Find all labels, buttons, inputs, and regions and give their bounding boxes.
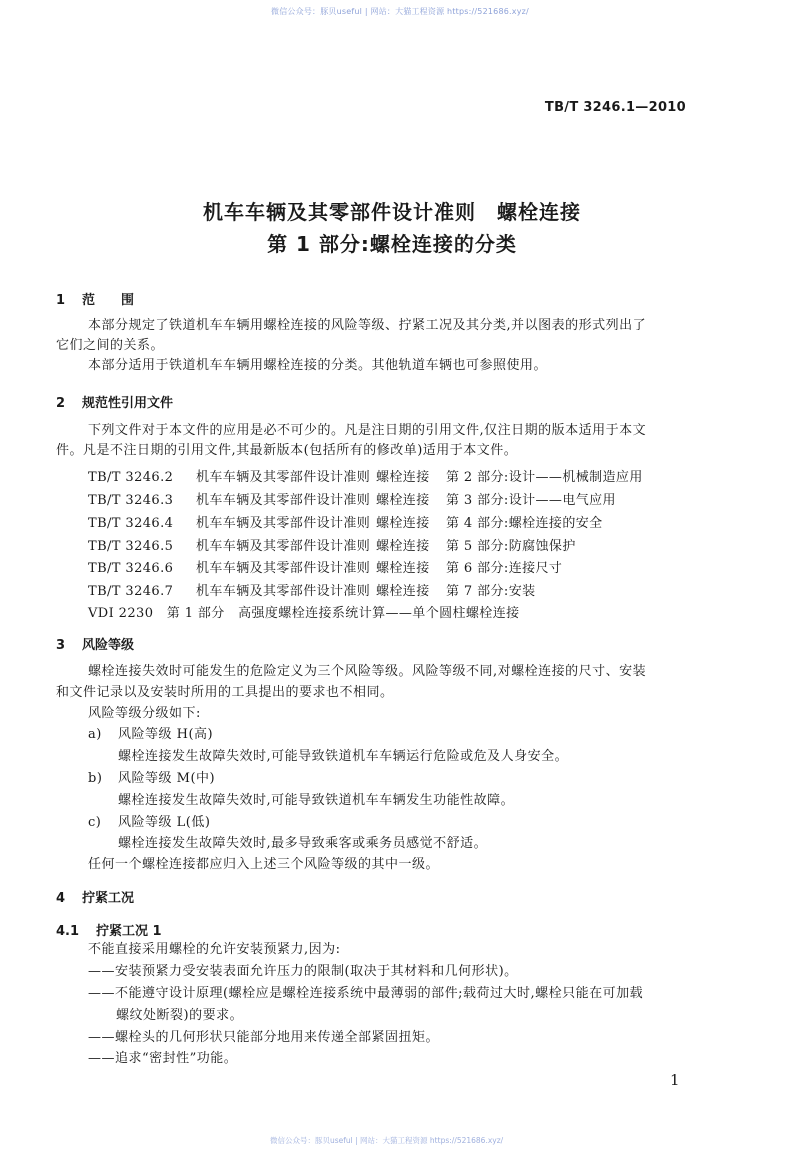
reference-part: 第 5 部分:防腐蚀保护 xyxy=(446,539,576,554)
watermark-bottom: 微信公众号：豚贝useful | 网站：大猫工程资源 https://521686.xyz/ xyxy=(270,1136,504,1145)
reference-part: 第 6 部分:连接尺寸 xyxy=(446,561,563,576)
reference-title: 机车车辆及其零部件设计准则 xyxy=(196,516,371,531)
section-title: 风险等级 xyxy=(82,638,135,653)
section-3-heading xyxy=(56,634,134,653)
risk-level-description: 螺栓连接发生故障失效时,可能导致铁道机车车辆发生功能性故障。 xyxy=(118,793,515,808)
bullet-item: ——安装预紧力受安装表面允许压力的限制(取决于其材料和几何形状)。 xyxy=(88,964,518,979)
risk-level-label: 风险等级 H(高) xyxy=(118,727,214,742)
reference-part: 第 3 部分:设计——电气应用 xyxy=(446,493,616,508)
standard-code: TB/T 3246.1—2010 xyxy=(544,100,686,115)
reference-subtitle: 螺栓连接 xyxy=(376,470,430,485)
reference-code: TB/T 3246.2 xyxy=(88,470,174,485)
risk-level-item xyxy=(88,727,213,743)
paragraph: 它们之间的关系。 xyxy=(56,338,165,353)
section-title: 范 围 xyxy=(82,293,135,308)
list-marker: a) xyxy=(88,727,102,742)
section-1-heading xyxy=(56,289,134,308)
risk-level-label: 风险等级 L(低) xyxy=(118,815,211,830)
reference-subtitle: 螺栓连接 xyxy=(376,584,430,599)
reference-code: TB/T 3246.3 xyxy=(88,493,174,508)
reference-title: 机车车辆及其零部件设计准则 xyxy=(196,470,371,485)
paragraph: 风险等级分级如下: xyxy=(88,706,201,721)
reference-subtitle: 螺栓连接 xyxy=(376,539,430,554)
reference-item-vdi: VDI 2230 第 1 部分 高强度螺栓连接系统计算——单个圆柱螺栓连接 xyxy=(88,606,520,621)
reference-code: TB/T 3246.6 xyxy=(88,561,174,576)
subsection-4-1-heading xyxy=(56,920,162,939)
risk-level-description: 螺栓连接发生故障失效时,最多导致乘客或乘务员感觉不舒适。 xyxy=(118,836,488,851)
section-number: 4.1 xyxy=(56,924,80,939)
reference-title: 机车车辆及其零部件设计准则 xyxy=(196,539,371,554)
paragraph: 不能直接采用螺栓的允许安装预紧力,因为: xyxy=(88,942,341,957)
reference-code: TB/T 3246.7 xyxy=(88,584,174,599)
section-2-heading xyxy=(56,392,173,411)
list-marker: b) xyxy=(88,771,103,786)
paragraph: 螺栓连接失效时可能发生的危险定义为三个风险等级。风险等级不同,对螺栓连接的尺寸、安装 xyxy=(88,664,647,679)
reference-title: 机车车辆及其零部件设计准则 xyxy=(196,493,371,508)
section-number: 3 xyxy=(56,638,66,653)
paragraph: 和文件记录以及安装时所用的工具提出的要求也不相同。 xyxy=(56,685,394,700)
section-title: 拧紧工况 xyxy=(82,891,135,906)
section-4-heading xyxy=(56,887,134,906)
bullet-item: ——追求“密封性”功能。 xyxy=(88,1051,238,1066)
bullet-item-continuation: 螺纹处断裂)的要求。 xyxy=(116,1008,244,1023)
section-number: 4 xyxy=(56,891,66,906)
risk-level-item xyxy=(88,815,210,831)
reference-part: 第 4 部分:螺栓连接的安全 xyxy=(446,516,603,531)
paragraph: 本部分规定了铁道机车车辆用螺栓连接的风险等级、拧紧工况及其分类,并以图表的形式列出了 xyxy=(88,318,647,333)
list-marker: c) xyxy=(88,815,102,830)
reference-code: TB/T 3246.4 xyxy=(88,516,174,531)
document-title-line2: 第 1 部分:螺栓连接的分类 xyxy=(267,232,517,256)
reference-subtitle: 螺栓连接 xyxy=(376,516,430,531)
risk-level-label: 风险等级 M(中) xyxy=(118,771,216,786)
reference-item xyxy=(88,489,616,508)
watermark-top: 微信公众号：豚贝useful | 网站：大猫工程资源 https://521686.xyz/ xyxy=(271,7,529,16)
reference-subtitle: 螺栓连接 xyxy=(376,493,430,508)
reference-part: 第 2 部分:设计——机械制造应用 xyxy=(446,470,643,485)
reference-item xyxy=(88,535,576,554)
bullet-item: ——不能遵守设计原理(螺栓应是螺栓连接系统中最薄弱的部件;载荷过大时,螺栓只能在可加载 xyxy=(88,986,644,1001)
reference-item xyxy=(88,466,643,485)
reference-code: TB/T 3246.5 xyxy=(88,539,174,554)
reference-item xyxy=(88,512,603,531)
reference-title: 机车车辆及其零部件设计准则 xyxy=(196,561,371,576)
section-title: 拧紧工况 1 xyxy=(96,924,162,939)
paragraph: 任何一个螺栓连接都应归入上述三个风险等级的其中一级。 xyxy=(88,857,440,872)
reference-title: 机车车辆及其零部件设计准则 xyxy=(196,584,371,599)
reference-subtitle: 螺栓连接 xyxy=(376,561,430,576)
risk-level-item xyxy=(88,771,215,787)
risk-level-description: 螺栓连接发生故障失效时,可能导致铁道机车车辆运行危险或危及人身安全。 xyxy=(118,749,569,764)
paragraph: 件。凡是不注日期的引用文件,其最新版本(包括所有的修改单)适用于本文件。 xyxy=(56,443,518,458)
reference-item xyxy=(88,580,536,599)
section-number: 2 xyxy=(56,396,66,411)
section-title: 规范性引用文件 xyxy=(82,396,174,411)
reference-part: 第 7 部分:安装 xyxy=(446,584,536,599)
reference-item xyxy=(88,557,562,576)
paragraph: 下列文件对于本文件的应用是必不可少的。凡是注日期的引用文件,仅注日期的版本适用于本文 xyxy=(88,423,647,438)
page-number: 1 xyxy=(670,1071,680,1089)
bullet-item: ——螺栓头的几何形状只能部分地用来传递全部紧固扭矩。 xyxy=(88,1030,440,1045)
paragraph: 本部分适用于铁道机车车辆用螺栓连接的分类。其他轨道车辆也可参照使用。 xyxy=(88,358,548,373)
document-title-line1: 机车车辆及其零部件设计准则 螺栓连接 xyxy=(203,200,581,224)
section-number: 1 xyxy=(56,293,66,308)
